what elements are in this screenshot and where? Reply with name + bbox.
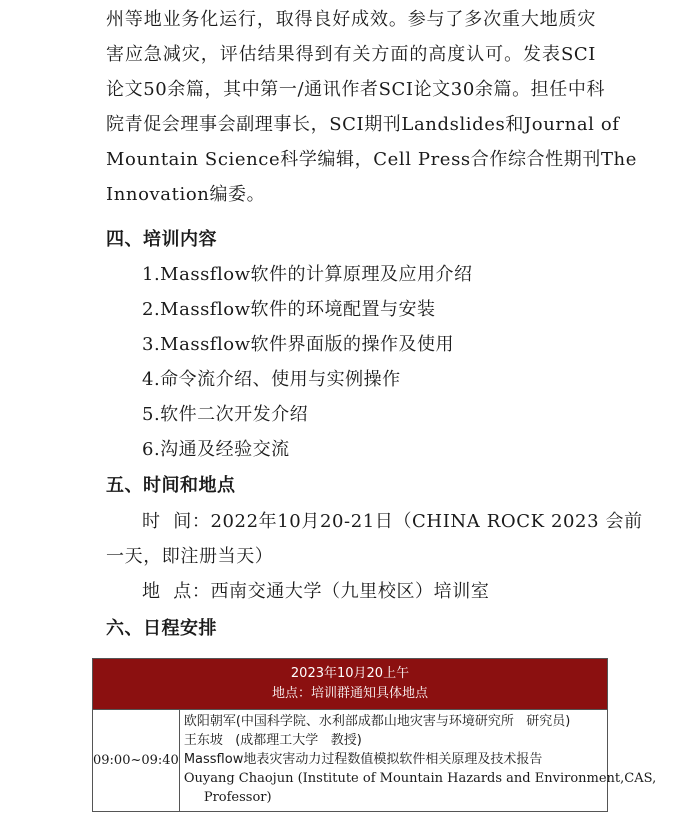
speaker-2: 王东坡 (成都理工大学 教授) <box>183 733 362 748</box>
schedule-row <box>93 710 657 811</box>
speaker-english-1: Ouyang Chaojun (Institute of Mountain Hazards and Environment,CAS, <box>183 771 657 786</box>
training-item-2: 2.Massflow软件的环境配置与安装 <box>142 299 436 320</box>
intro-line-3: 论文50余篇，其中第一/通讯作者SCI论文30余篇。担任中科 <box>106 79 606 100</box>
speaker-1: 欧阳朝军(中国科学院、水利部成都山地灾害与环境研究所 研究员) <box>183 714 571 729</box>
intro-line-4: 院青促会理事会副理事长，SCI期刊Landslides和Journal of <box>106 114 620 135</box>
training-item-4: 4.命令流介绍、使用与实例操作 <box>142 369 401 390</box>
intro-paragraph <box>106 2 637 212</box>
schedule-row-content <box>180 710 660 811</box>
intro-line-1: 州等地业务化运行，取得良好成效。参与了多次重大地质灾 <box>106 9 596 30</box>
section-6-heading: 六、日程安排 <box>106 618 217 639</box>
training-item-3: 3.Massflow软件界面版的操作及使用 <box>142 334 454 355</box>
section-4-heading: 四、培训内容 <box>106 229 217 250</box>
schedule-table <box>92 658 657 812</box>
intro-line-2: 害应急减灾，评估结果得到有关方面的高度认可。发表SCI <box>106 44 596 65</box>
schedule-date: 2023年10月20上午 <box>290 666 410 681</box>
speaker-english-2: Professor) <box>203 790 272 805</box>
time-line-1: 时 间：2022年10月20-21日（CHINA ROCK 2023 会前 <box>142 511 643 532</box>
training-item-5: 5.软件二次开发介绍 <box>142 404 309 425</box>
schedule-header <box>93 659 607 710</box>
talk-title: Massflow地表灾害动力过程数值模拟软件相关原理及技术报告 <box>183 752 543 767</box>
intro-line-6: Innovation编委。 <box>106 184 266 205</box>
training-item-6: 6.沟通及经验交流 <box>142 439 290 460</box>
intro-line-5: Mountain Science科学编辑，Cell Press合作综合性期刊The <box>106 149 637 170</box>
time-line-2: 一天，即注册当天） <box>106 546 274 567</box>
section-5-heading: 五、时间和地点 <box>106 475 236 496</box>
schedule-location: 地点：培训群通知具体地点 <box>271 686 428 701</box>
schedule-row-time: 09:00~09:40 <box>93 710 180 811</box>
place-line: 地 点：西南交通大学（九里校区）培训室 <box>142 581 490 602</box>
training-item-1: 1.Massflow软件的计算原理及应用介绍 <box>142 264 473 285</box>
